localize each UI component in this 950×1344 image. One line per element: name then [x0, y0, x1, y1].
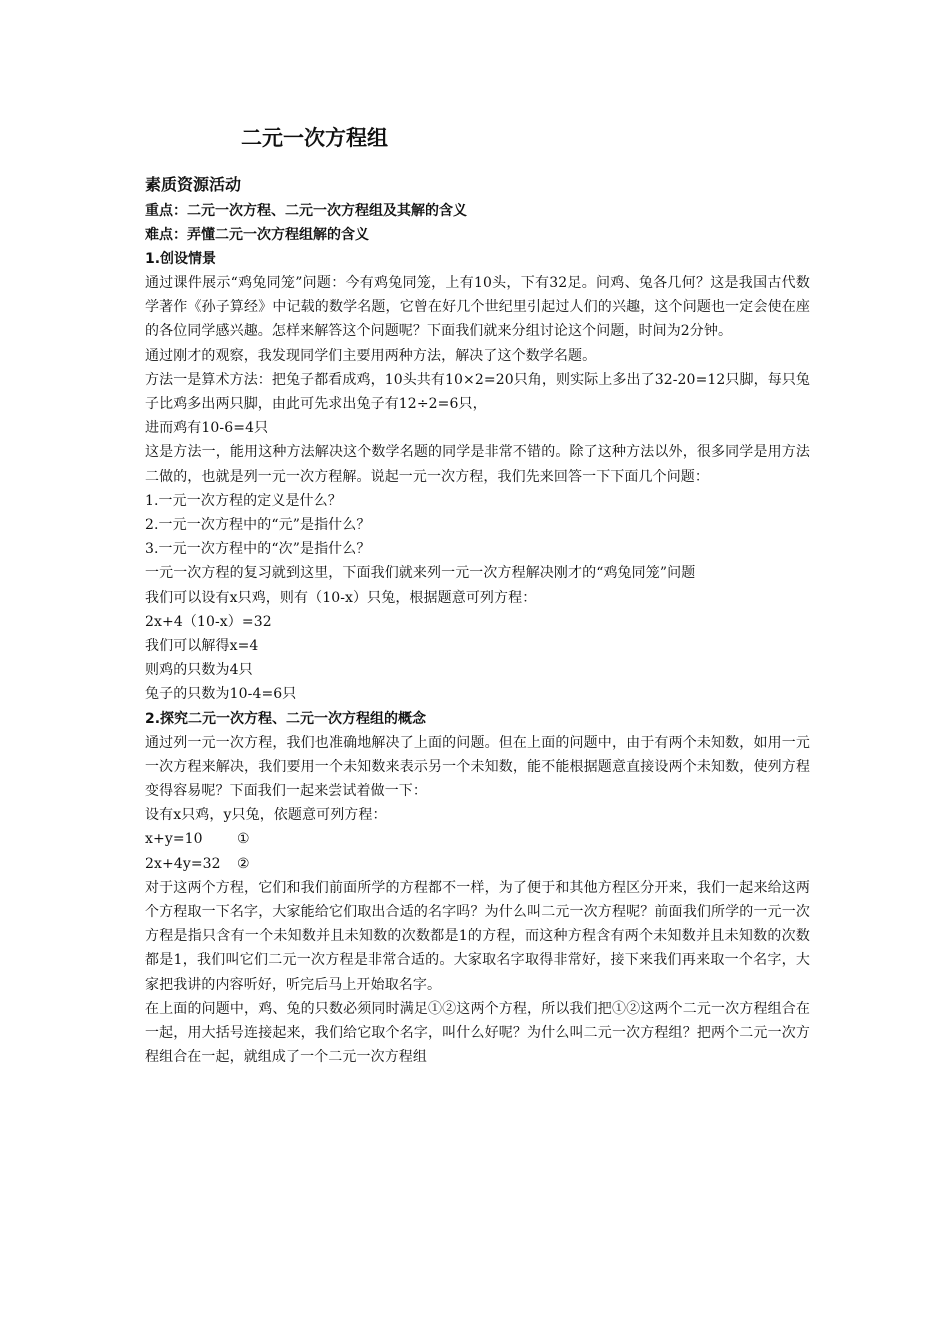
paragraph: 设有x只鸡，y只兔，依题意可列方程：	[145, 807, 387, 824]
paragraph: 对于这两个方程，它们和我们前面所学的方程都不一样，为了便于和其他方程区分开来，我们一起来给这两个方程取一下名字，大家能给它们取出合适的名字吗？为什么叫二元一次方程呢？前面我们所学的一元一次方程是指只含有一个未知数并且未知数的次数都是1的方程，而这种方程含有两个未知数并且未知数的次数都是1，我们叫它们二元一次方程是非常合适的。大家取名字取得非常好，接下来我们再来取一个名字，大家把我讲的内容听好，听完后马上开始取名字。	[145, 879, 810, 993]
paragraph: 我们可以设有x只鸡，则有（10-x）只兔，根据题意可列方程：	[145, 589, 537, 606]
equation-expression: x+y=10	[145, 831, 203, 848]
paragraph: 通过刚才的观察，我发现同学们主要用两种方法，解决了这个数学名题。	[145, 347, 597, 364]
equation-expression: 2x+4y=32	[145, 855, 221, 872]
difficulty-point: 难点：弄懂二元一次方程组解的含义	[145, 227, 369, 243]
part1-heading: 1.创设情景	[145, 251, 217, 267]
paragraph: 我们可以解得x=4	[145, 638, 259, 655]
paragraph: 方法一是算术方法：把兔子都看成鸡，10头共有10×2=20只角，则实际上多出了32-20=12只脚，每只兔子比鸡多出两只脚，由此可先求出兔子有12÷2=6只，	[145, 371, 811, 413]
equation-marker: ②	[237, 855, 250, 872]
equation-1	[145, 827, 810, 851]
equation-marker: ①	[237, 831, 250, 848]
equation-2	[145, 852, 810, 876]
document-title: 二元一次方程组	[241, 126, 388, 150]
question-item: 2.一元一次方程中的“元”是指什么？	[145, 517, 371, 534]
paragraph: 在上面的问题中，鸡、兔的只数必须同时满足①②这两个方程，所以我们把①②这两个二元一次方程组合在一起，用大括号连接起来，我们给它取个名字，叫什么好呢？为什么叫二元一次方程组？把两个二元一次方程组合在一起，就组成了一个二元一次方程组	[145, 1000, 810, 1066]
paragraph: 进而鸡有10-6=4只	[145, 420, 269, 437]
key-point: 重点：二元一次方程、二元一次方程组及其解的含义	[145, 203, 467, 219]
section-heading: 素质资源活动	[145, 175, 242, 194]
paragraph: 则鸡的只数为4只	[145, 662, 253, 679]
paragraph: 这是方法一，能用这种方法解决这个数学名题的同学是非常不错的。除了这种方法以外，很多同学是用方法二做的，也就是列一元一次方程解。说起一元一次方程，我们先来回答一下下面几个问题：	[145, 444, 810, 485]
question-item: 3.一元一次方程中的“次”是指什么？	[145, 541, 371, 558]
equation-line: 2x+4（10-x）=32	[145, 613, 272, 630]
question-item: 1.一元一次方程的定义是什么？	[145, 492, 342, 509]
paragraph: 一元一次方程的复习就到这里，下面我们就来列一元一次方程解决刚才的“鸡兔同笼”问题	[145, 565, 696, 582]
part2-heading: 2.探究二元一次方程、二元一次方程组的概念	[145, 710, 427, 727]
document-body	[145, 123, 810, 1070]
paragraph: 通过课件展示“鸡兔同笼”问题：今有鸡兔同笼，上有10头，下有32足。问鸡、兔各几何？这是我国古代数学著作《孙子算经》中记载的数学名题，它曾在好几个世纪里引起过人们的兴趣，这个问题也一定会使在座的各位同学感兴趣。怎样来解答这个问题呢？下面我们就来分组讨论这个问题，时间为2分钟。	[145, 275, 810, 340]
paragraph: 通过列一元一次方程，我们也准确地解决了上面的问题。但在上面的问题中，由于有两个未知数，如用一元一次方程来解决，我们要用一个未知数来表示另一个未知数，能不能根据题意直接设两个未知数，使列方程变得容易呢？下面我们一起来尝试着做一下：	[145, 734, 810, 800]
paragraph: 兔子的只数为10-4=6只	[145, 686, 297, 703]
